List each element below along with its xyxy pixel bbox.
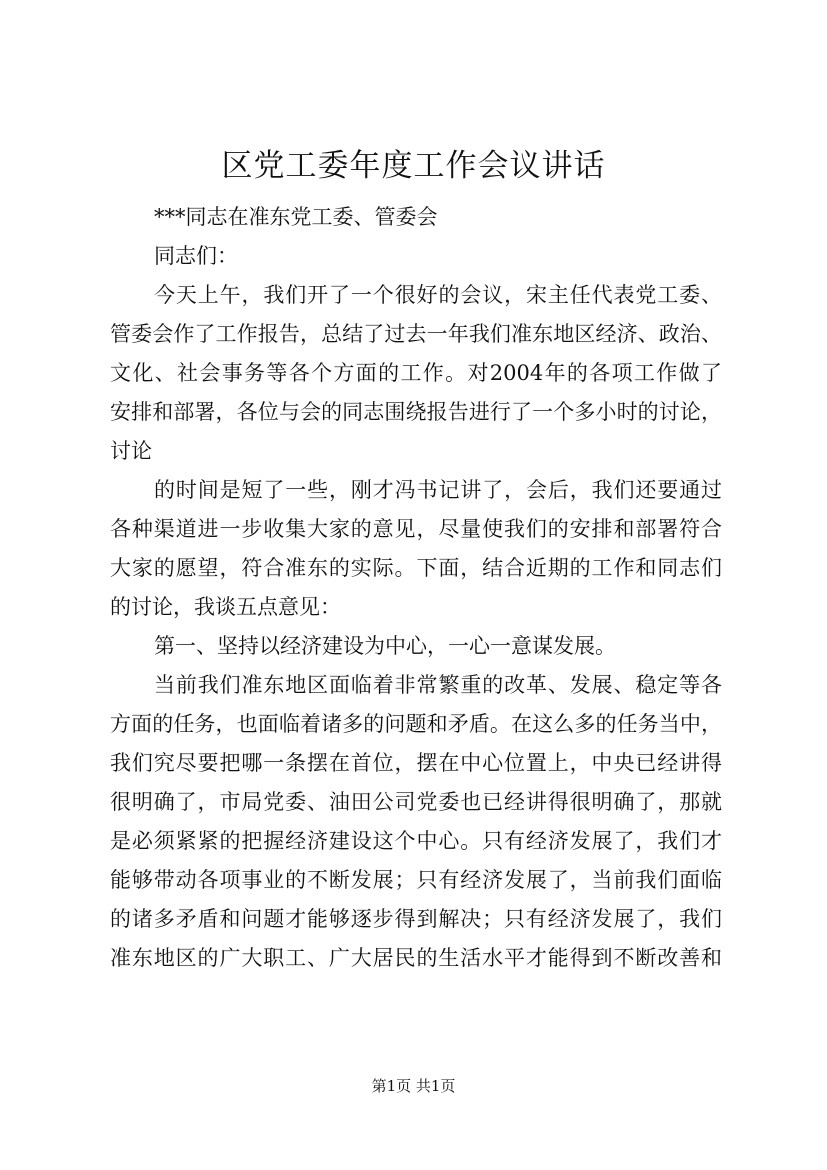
body-line: 的时间是短了一些，刚才冯书记讲了，会后，我们还要通过 [154,478,722,502]
body-line: 的讨论，我谈五点意见： [110,595,341,619]
body-line: 讨论 [110,439,152,463]
body-line: 我们究尽要把哪一条摆在首位，摆在中心位置上，中央已经讲得 [110,751,722,775]
body-line: 方面的任务，也面临着诸多的问题和矛盾。在这么多的任务当中， [110,712,722,736]
body-line: 文化、社会事务等各个方面的工作。对2004年的各项工作做了 [110,361,722,385]
body-line: 能够带动各项事业的不断发展；只有经济发展了，当前我们面临 [110,868,722,892]
body-line: 的诸多矛盾和问题才能够逐步得到解决；只有经济发展了，我们 [110,907,722,931]
section-heading: 第一、坚持以经济建设为中心，一心一意谋发展。 [154,634,616,658]
document-body [110,198,722,978]
body-line: 大家的愿望，符合准东的实际。下面，结合近期的工作和同志们 [110,556,722,580]
page-footer: 第1页 共1页 [371,1077,456,1095]
body-line: 安排和部署，各位与会的同志围绕报告进行了一个多小时的讨论， [110,400,722,424]
body-line: 各种渠道进一步收集大家的意见，尽量使我们的安排和部署符合 [110,517,722,541]
body-line: 今天上午，我们开了一个很好的会议，宋主任代表党工委、 [154,283,722,307]
body-line: 是必须紧紧的把握经济建设这个中心。只有经济发展了，我们才 [110,829,722,853]
body-line: 当前我们准东地区面临着非常繁重的改革、发展、稳定等各 [154,673,722,697]
salutation-line: 同志们： [154,244,238,268]
subtitle-line: ***同志在准东党工委、管委会 [154,205,438,229]
body-line: 很明确了，市局党委、油田公司党委也已经讲得很明确了，那就 [110,790,722,814]
body-line: 准东地区的广大职工、广大居民的生活水平才能得到不断改善和 [110,946,722,970]
body-line: 管委会作了工作报告，总结了过去一年我们准东地区经济、政治、 [110,322,722,346]
document-title: 区党工委年度工作会议讲话 [221,148,606,184]
